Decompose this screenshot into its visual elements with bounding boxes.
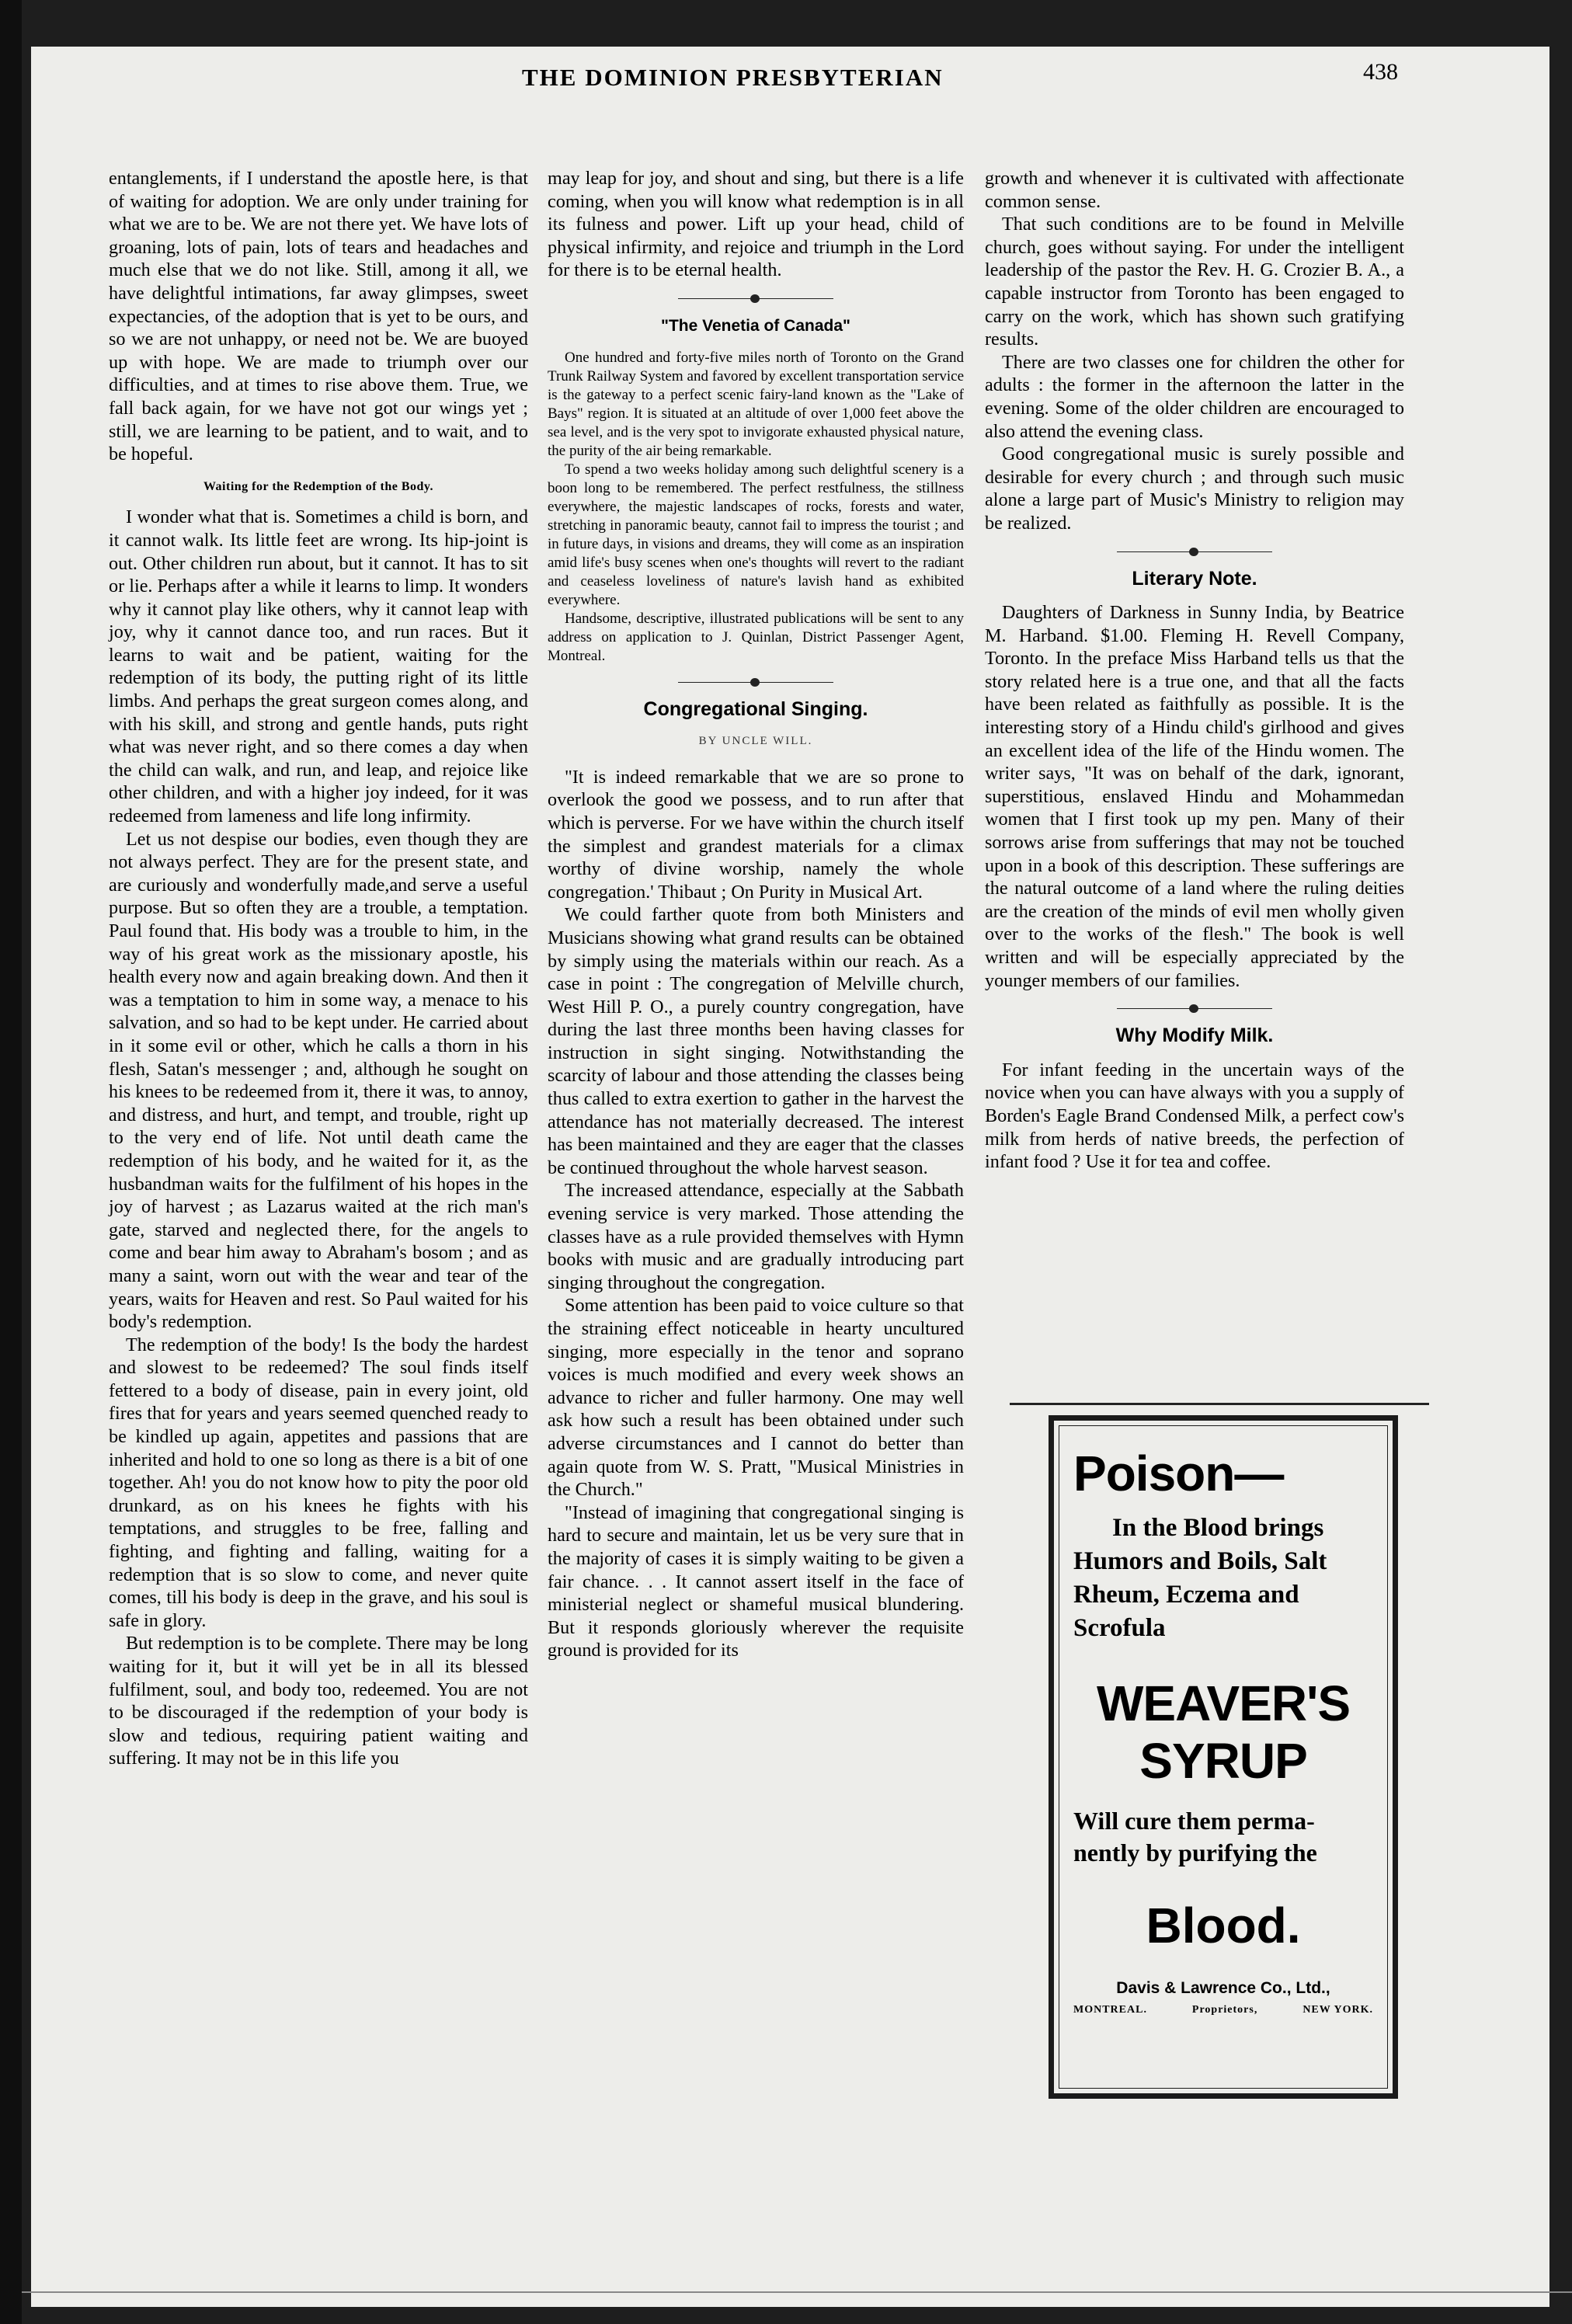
article-paragraph: We could farther quote from both Ministers and Musicians showing what grand results can be obtained by simply using the materials within our reach. As a case in point : The congregation of Melville church, West Hill P. O., a purely country congregation, have during the last three months been having classes for instruction in sight singing. Notwithstanding the scarcity of labour and those attending the classes being thus called to extra exertion to gather in the harvest the attendance has not materially decreased. The interest has been maintained and they are eager that the classes be continued throughout the whole harvest season. [548,904,964,1178]
article-paragraph: One hundred and forty-five miles north of Toronto on the Grand Trunk Railway System and favored by excellent transportation service is the gateway to a perfect scenic fairy-land known as the "Lake of Bays" region. It is situated at an altitude of over 1,000 feet above the sea level, and is the very spot to invigorate exhausted physical nature, the purity of the air being remarkable. [548,349,964,459]
section-subheading: Waiting for the Redemption of the Body. [203,479,434,493]
scan-left-edge [0,0,22,2324]
article-paragraph: Daughters of Darkness in Sunny India, by Beatrice M. Harband. $1.00. Fleming H. Revell Company, Toronto. In the preface Miss Harband tells us that the story related here is a true one, and that all the facts have been related as faithfully as possible. It is the interesting story of a Hindu child's girlhood and gives an excellent idea of the life of the Hindu women. The writer says, "It was on behalf of the dark, ignorant, superstitious, enslaved Hindu and Mohammedan women that I first took up my pen. Many of their sorrows arise from sufferings that may not be touched upon in a book of this description. These sufferings are the natural outcome of a land where the ruling deities are the creation of the minds of evil men wholly given over to the works of the flesh." The book is well written and will be especially appreciated by the younger members of our families. [985,602,1404,991]
ad-line: Scrofula [1073,1614,1166,1642]
article-paragraph: Let us not despise our bodies, even though they are not always perfect. They are for the present state, and are curiously and wonderfully made,and serve a useful purpose. But so often they are a trouble, a temptation. Paul found that. His body was a trouble to him, in the way of his great work as the missionary apostle, his health every now and again breaking down. And then it was a temptation to him in some way, a menace to his salvation, and so had to be kept under. He carried about in it some evil or other, which he calls a thorn in his flesh, Satan's messenger ; and, although he sought on his knees to be redeemed from it, there it was, to annoy, and distress, and hurt, and tempt, and trouble, right up to the very end of life. Not until death came the redemption of his body, and he waited for it, as the husbandman waits for the fulfilment of his hopes in the joy of harvest ; as Lazarus waited at the rich man's gate, starved and neglected there, for the angels to come and bear him away to Abraham's bosom ; and as many a saint, worn out with the wear and tear of the years, waits for Heaven and rest. So Paul waited for his body's redemption. [109,828,528,1333]
ad-headline: Poison— [1073,1446,1284,1501]
article-paragraph: I wonder what that is. Sometimes a child is born, and it cannot walk. Its little feet are wrong. Its hip-joint is out. Other children run about, but it cannot. It has to sit or lie. Perhaps after a while it learns to limp. It wonders why it cannot play like others, why it cannot leap with joy, why it cannot dance too, and run races. But it learns to wait and be patient, waiting for the redemption of its body, the putting right of its little limbs. And perhaps the great surgeon comes along, and with his skill, and strong and gentle hands, puts right what was never right, and so there comes a day when the child can walk, and run, and leap, and rejoice like other children, and with a higher joy indeed, for it was redeemed from lameness and life long infirmity. [109,506,528,827]
column-2 [548,167,964,1662]
section-divider [1117,546,1272,557]
page-number: 438 [1363,59,1398,85]
column-3 [985,167,1404,1174]
venetia-heading: "The Venetia of Canada" [661,316,850,335]
ad-rule [1010,1403,1429,1405]
article-paragraph: To spend a two weeks holiday among such delightful scenery is a boon long to be remembered. The perfect restfulness, the stillness everywhere, the majestic landscapes of rocks, forests and water, stretching in panoramic beauty, cannot fail to impress the tourist ; and in future days, in visions and dreams, they will come as an inspiration amid life's busy scenes when one's thoughts will revert to the radiant and ceaseless loveliness of nature's lavish hand as exhibited everywhere. [548,461,964,608]
column-1 [109,167,528,1770]
article-paragraph: may leap for joy, and shout and sing, but there is a life coming, when you will know what redemption is in all its fulness and power. Lift up your head, child of physical infirmity, and rejoice and triumph in the Lord for there is to be eternal health. [548,168,964,281]
ad-inner-border [1059,1425,1388,2089]
ad-line: nently by purifying the [1073,1839,1317,1867]
ad-proprietors-line [1073,2004,1373,2016]
ad-line: In the Blood brings [1112,1514,1324,1542]
article-paragraph: The increased attendance, especially at the Sabbath evening service is very marked. Those attending the classes have as a rule provided themselves with Hymn books with music and are gradually introducing part singing throughout the congregation. [548,1180,964,1293]
article-paragraph: growth and whenever it is cultivated with affectionate common sense. [985,168,1404,212]
weavers-syrup-advertisement [1049,1415,1398,2099]
ad-product-line: SYRUP [1139,1733,1307,1789]
page-header [482,59,1398,103]
congregational-singing-heading: Congregational Singing. [643,698,868,720]
masthead: THE DOMINION PRESBYTERIAN [522,64,944,91]
article-paragraph: The redemption of the body! Is the body the hardest and slowest to be redeemed? The soul finds itself fettered to a body of disease, pain in every joint, old fires that for years and years seemed quenched ready to be kindled up again, appetites and passions that are inherited and hold to one so long as there is a bit of one together. Ah! you do not know how to pity the poor old drunkard, as on his knees he fights with his temptations, and struggles to be free, falling and fighting, and fighting and falling, waiting for a redemption that is so slow to come, and never quite comes, till his body is deep in the grave, and his soul is safe in glory. [109,1334,528,1631]
section-divider [1117,1003,1272,1014]
ad-city: NEW YORK. [1302,2004,1373,2016]
why-modify-milk-heading: Why Modify Milk. [1115,1025,1274,1047]
article-paragraph: There are two classes one for children the other for adults : the former in the afternoon the latter in the evening. Some of the older children are encouraged to also attend the evening class. [985,351,1404,442]
article-paragraph: For infant feeding in the uncertain ways of the novice when you can have always with you a supply of Borden's Eagle Brand Condensed Milk, a perfect cow's milk from herds of native breeds, the perfection of infant food ? Use it for tea and coffee. [985,1059,1404,1173]
article-paragraph: "It is indeed remarkable that we are so prone to overlook the good we possess, and to run after that which is perverse. For we have within the church itself the simplest and grandest materials for a climax worthy of divine worship, namely the whole congregation.' Thibaut ; On Purity in Musical Art. [548,766,964,903]
ad-blood-word: Blood. [1146,1898,1301,1953]
ad-cure-text [1073,1805,1373,1869]
byline: BY UNCLE WILL. [698,735,813,748]
ad-product-name [1073,1675,1373,1790]
article-paragraph: "Instead of imagining that congregational singing is hard to secure and maintain, let us be very sure that in the majority of cases it is simply waiting to be given a fair chance. . . It cannot assert itself in the face of ministerial neglect or shameful musical blundering. But it responds gloriously wherever the requisite ground is provided for its [548,1501,964,1661]
ad-product-line: WEAVER'S [1096,1675,1351,1731]
section-divider [678,677,833,687]
article-paragraph: Handsome, descriptive, illustrated publications will be sent to any address on application to J. Quinlan, District Passenger Agent, Montreal. [548,610,964,664]
ad-company: Davis & Lawrence Co., Ltd., [1116,1979,1330,1997]
article-paragraph: Good congregational music is surely possible and desirable for every church ; and through such music alone a large part of Music's Ministry to religion may be realized. [985,444,1404,534]
article-paragraph: But redemption is to be complete. There may be long waiting for it, but it will yet be in all its blessed fulfilment, soul, and body too, redeemed. You are not to be discouraged if the redemption of your body is slow and tedious, requiring patient waiting and suffering. It may not be in this life you [109,1633,528,1769]
section-divider [678,293,833,304]
ad-line: Rheum, Eczema and [1073,1581,1299,1609]
ad-line: Humors and Boils, Salt [1073,1547,1327,1575]
article-paragraph: entanglements, if I understand the apostle here, is that of waiting for adoption. We are only under training for what we are to be. We are not there yet. We have lots of groaning, lots of pain, lots of tears and headaches and much else that we do not like. Still, among it all, we have delightful intimations, far away glimpses, sweet expectancies, of the adoption that is yet to be ours, and so we are not unhappy, or need not be. We are buoyed up with hope. We are made to triumph over our difficulties, and at times to rise above them. True, we fall back again, for we have not got our wings yet ; still, we are learning to be patient, and to wait, and to be hopeful. [109,168,528,465]
page-bottom-edge [22,2291,1572,2293]
article-paragraph: Some attention has been paid to voice culture so that the straining effect noticeable in hearty uncultured singing, more especially in the tenor and soprano voices is much modified and every week shows an advance to richer and fuller harmony. One may well ask how such a result has been obtained under such adverse circumstances and I cannot do better than again quote from W. S. Pratt, "Musical Ministries in the Church." [548,1295,964,1501]
ad-proprietors: Proprietors, [1191,2004,1258,2016]
ad-city: MONTREAL. [1073,2004,1147,2016]
literary-note-heading: Literary Note. [1132,567,1257,590]
ad-line: Will cure them perma- [1073,1807,1315,1835]
article-paragraph: That such conditions are to be found in Melville church, goes without saying. For under the intelligent leadership of the pastor the Rev. H. G. Crozier B. A., a capable instructor from Toronto has been engaged to carry on the work, which has shown such gratifying results. [985,214,1404,350]
ad-body [1073,1512,1373,1645]
